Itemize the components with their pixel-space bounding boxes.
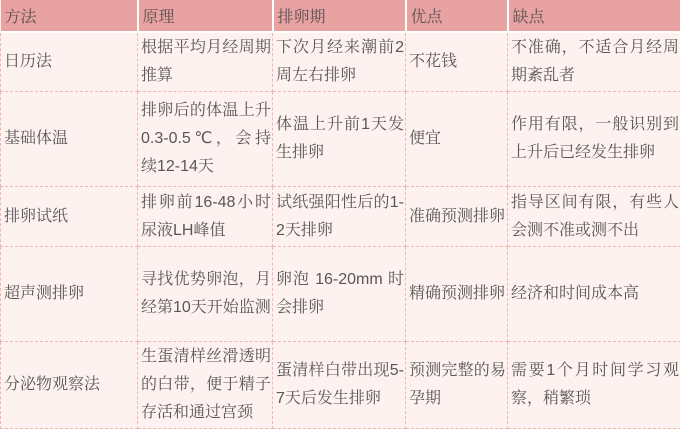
table-row-ultrasound-monitoring: [1, 247, 680, 342]
cell-cons: 经济和时间成本高: [508, 247, 680, 342]
cell-ovulation: 体温上升前1天发生排卵: [273, 92, 406, 187]
cell-principle: 根据平均月经周期推算: [138, 32, 273, 92]
cell-cons: 不准确，不适合月经周期紊乱者: [508, 32, 680, 92]
column-header-method: 方法: [1, 0, 138, 32]
cell-cons: 指导区间有限，有些人会测不准或测不出: [508, 187, 680, 247]
table-row-ovulation-test-strip: [1, 187, 680, 247]
cell-pros: 准确预测排卵: [406, 187, 508, 247]
table-row-basal-temperature: [1, 92, 680, 187]
table-row-secretion-observation: [1, 342, 680, 429]
cell-cons: 作用有限，一般识别到上升后已经发生排卵: [508, 92, 680, 187]
table-row-calendar-method: [1, 32, 680, 92]
cell-ovulation: 下次月经来潮前2周左右排卵: [273, 32, 406, 92]
cell-pros: 预测完整的易孕期: [406, 342, 508, 429]
cell-method: 基础体温: [1, 92, 138, 187]
cell-ovulation: 卵泡 16-20mm 时会排卵: [273, 247, 406, 342]
cell-principle: 排卵前16-48小时尿液LH峰值: [138, 187, 273, 247]
cell-pros: 不花钱: [406, 32, 508, 92]
cell-ovulation: 蛋清样白带出现5-7天后发生排卵: [273, 342, 406, 429]
column-header-ovulation: 排卵期: [273, 0, 406, 32]
cell-ovulation: 试纸强阳性后的1-2天排卵: [273, 187, 406, 247]
cell-method: 分泌物观察法: [1, 342, 138, 429]
cell-method: 日历法: [1, 32, 138, 92]
cell-cons: 需要1个月时间学习观察，稍繁琐: [508, 342, 680, 429]
column-header-cons: 缺点: [508, 0, 680, 32]
cell-principle: 生蛋清样丝滑透明的白带，便于精子存活和通过宫颈: [138, 342, 273, 429]
cell-pros: 便宜: [406, 92, 508, 187]
cell-principle: 寻找优势卵泡，月经第10天开始监测: [138, 247, 273, 342]
cell-principle: 排卵后的体温上升0.3-0.5℃，会持续12-14天: [138, 92, 273, 187]
header-row: [1, 0, 680, 32]
cell-method: 超声测排卵: [1, 247, 138, 342]
cell-method: 排卵试纸: [1, 187, 138, 247]
column-header-pros: 优点: [406, 0, 508, 32]
cell-pros: 精确预测排卵: [406, 247, 508, 342]
column-header-principle: 原理: [138, 0, 273, 32]
